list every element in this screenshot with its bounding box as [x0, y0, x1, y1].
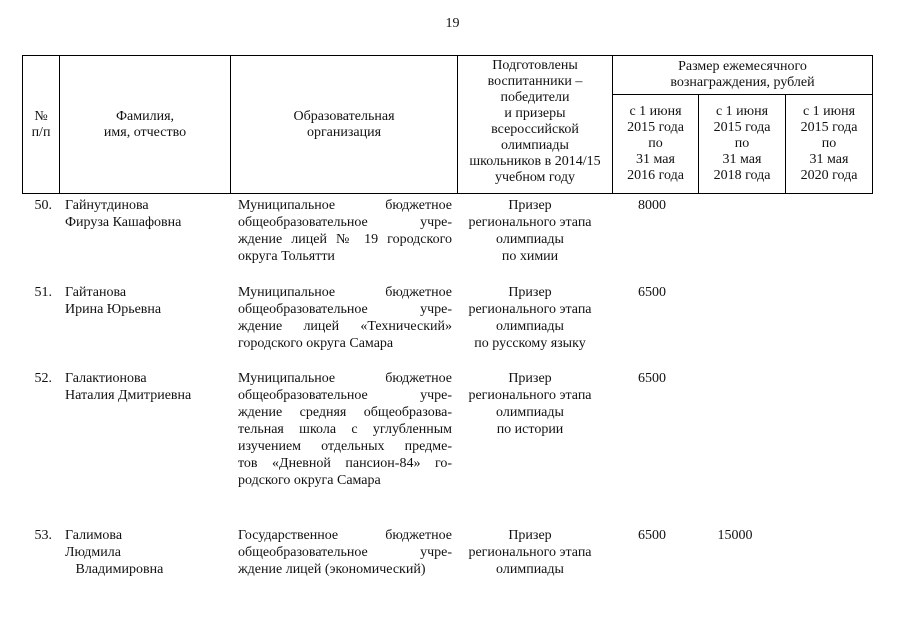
reward-2016: 6500: [638, 371, 666, 386]
header-achievement: Подготовлены воспитанники – победители и призеры всероссийской олимпиады школьников в 2014/15 учебном году: [458, 56, 613, 194]
header-period-2020: с 1 июня 2015 года по 31 мая 2020 года: [786, 95, 873, 194]
person-name: Галактионова Наталия Дмитриевна: [65, 371, 192, 403]
reward-2016: 6500: [638, 528, 666, 543]
header-org: Образовательная организация: [231, 56, 458, 194]
row-number: 52.: [34, 371, 52, 386]
header-period-2016: с 1 июня 2015 года по 31 мая 2016 года: [613, 95, 699, 194]
organization: Муниципальное бюджетное общеобразовательное учре- ждение средняя общеобразова- тельная школа с углубленным изучением отдельных предме- тов «Дневной пансион-84» го- родского округа Самара: [238, 371, 452, 488]
row-number: 50.: [34, 198, 52, 213]
header-name: Фамилия, имя, отчество: [60, 56, 231, 194]
reward-2018: 15000: [717, 528, 753, 543]
header-num: № п/п: [23, 56, 60, 194]
achievement: Призер регионального этапа олимпиады по русскому языку: [468, 285, 592, 351]
achievement: Призер регионального этапа олимпиады по химии: [468, 198, 592, 264]
organization: Муниципальное бюджетное общеобразовательное учре- ждение лицей «Технический» городского округа Самара: [238, 285, 452, 351]
reward-2016: 6500: [638, 285, 666, 300]
achievement: Призер регионального этапа олимпиады: [468, 528, 592, 577]
page-number: 19: [445, 16, 460, 31]
organization: Государственное бюджетное общеобразовательное учре- ждение лицей (экономический): [238, 528, 452, 577]
person-name: Галимова Людмила Владимировна: [65, 528, 164, 577]
row-number: 51.: [34, 285, 52, 300]
row-number: 53.: [34, 528, 52, 543]
table-header: [22, 55, 873, 194]
header-reward-group: Размер ежемесячного вознаграждения, рублей: [613, 56, 873, 95]
person-name: Гайтанова Ирина Юрьевна: [65, 285, 162, 317]
person-name: Гайнутдинова Фируза Кашафовна: [65, 198, 182, 230]
achievement: Призер регионального этапа олимпиады по истории: [468, 371, 592, 437]
reward-2016: 8000: [638, 198, 666, 213]
header-period-2018: с 1 июня 2015 года по 31 мая 2018 года: [699, 95, 786, 194]
organization: Муниципальное бюджетное общеобразовательное учре- ждение лицей № 19 городского округа Тольятти: [238, 198, 452, 264]
